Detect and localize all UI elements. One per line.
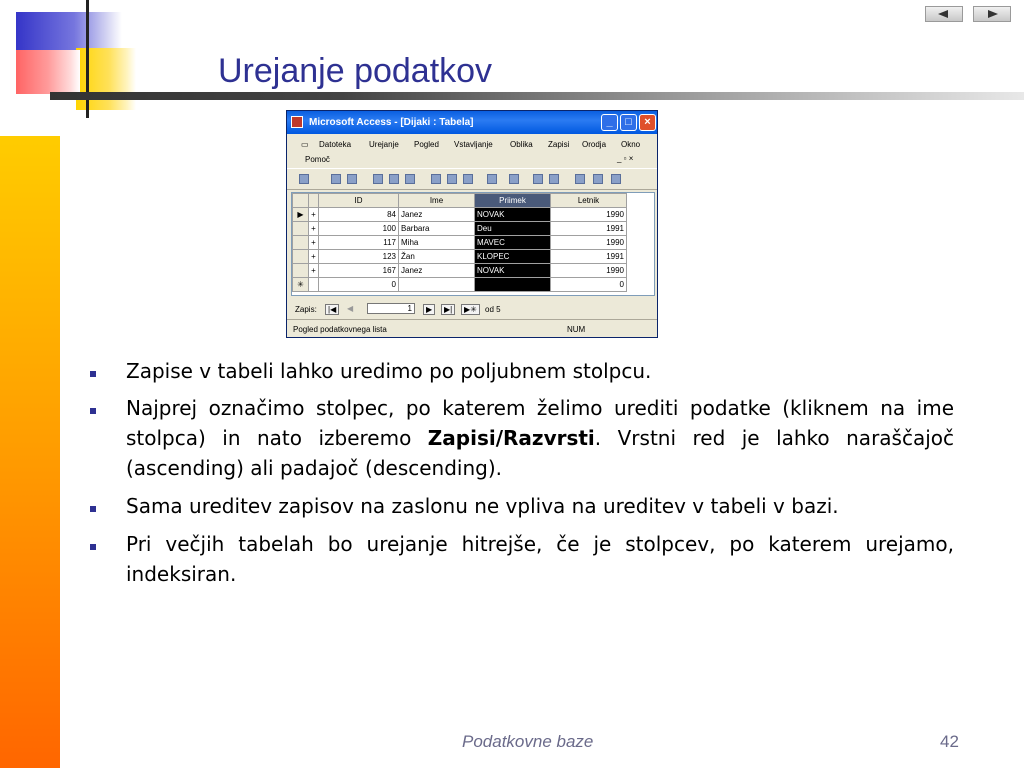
row-selector	[293, 264, 309, 278]
table-cell: 1991	[551, 250, 627, 264]
table-cell: 167	[319, 264, 399, 278]
table-cell: 1990	[551, 208, 627, 222]
expand-icon: +	[309, 208, 319, 222]
filter-by-selection-icon	[575, 174, 585, 184]
row-selector	[293, 222, 309, 236]
menu-item: Okno	[621, 140, 641, 149]
triangle-right-icon	[988, 10, 998, 18]
table-cell: 117	[319, 236, 399, 250]
menu-item: Datoteka	[319, 140, 352, 149]
table-cell	[399, 278, 475, 292]
column-header: Letnik	[551, 194, 627, 208]
column-header: ID	[319, 194, 399, 208]
table-cell: 84	[319, 208, 399, 222]
footer-course-title: Podatkovne baze	[462, 732, 594, 751]
table-cell: 1990	[551, 264, 627, 278]
bullet-text-2-start: Najprej označimo stolpec, po katerem želimo urediti podatke (kliknem na ime stolpca) in nato izberemo	[126, 396, 954, 450]
table-row	[293, 264, 627, 278]
title-underline	[50, 92, 1024, 100]
previous-slide-button[interactable]	[925, 6, 963, 22]
last-record-icon: ▶|	[441, 304, 455, 315]
logo-yellow-square	[76, 48, 136, 110]
menu-item: Oblika	[510, 140, 533, 149]
print-preview-icon	[389, 174, 399, 184]
logo-vertical-line	[86, 0, 89, 118]
menu-item: Orodja	[582, 140, 607, 149]
spelling-icon	[405, 174, 415, 184]
bullet-marker	[90, 544, 96, 550]
filter-by-form-icon	[593, 174, 603, 184]
table-cell: 0	[551, 278, 627, 292]
table-row	[293, 208, 627, 222]
expand-icon: +	[309, 264, 319, 278]
filter-icon	[347, 174, 357, 184]
record-number-field: 1	[367, 303, 415, 314]
left-gradient-bar	[0, 136, 60, 768]
slide-title: Urejanje podatkov	[218, 52, 493, 90]
copy-icon	[447, 174, 457, 184]
apply-filter-icon	[611, 174, 621, 184]
table-cell: 0	[319, 278, 399, 292]
previous-record-icon: ◀	[347, 304, 354, 313]
row-selector-header	[293, 194, 309, 208]
table-row	[293, 250, 627, 264]
datasheet-table	[292, 193, 627, 292]
datasheet-grid	[291, 192, 655, 296]
bullet-text-2-end: . Vrstni red je lahko naraščajoč (ascending) ali padajoč (descending).	[126, 426, 955, 480]
bullet-text-4: Pri večjih tabelah bo urejanje hitrejše, če je stolpcev, po katerem urejamo, indeksiran.	[126, 532, 954, 586]
bullet-marker	[90, 371, 96, 377]
maximize-icon: □	[620, 114, 637, 131]
expand-icon: +	[309, 222, 319, 236]
table-cell: Janez	[399, 264, 475, 278]
record-label: Zapis:	[295, 305, 317, 314]
triangle-left-icon	[938, 10, 948, 18]
table-cell: MAVEC	[475, 236, 551, 250]
minimize-icon: _	[601, 114, 618, 131]
window-menubar	[287, 134, 657, 168]
table-cell: Žan	[399, 250, 475, 264]
bullet-text-3: Sama ureditev zapisov na zaslonu ne vpliva na ureditev v tabeli v bazi.	[126, 494, 839, 518]
table-icon: ▭	[301, 140, 309, 149]
page-number: 42	[940, 732, 959, 751]
table-cell: 100	[319, 222, 399, 236]
sort-descending-icon	[549, 174, 559, 184]
restore-icon: _ ▫ ×	[617, 154, 634, 163]
status-text: Pogled podatkovnega lista	[293, 325, 387, 334]
record-navigator	[291, 301, 655, 317]
expand-icon: +	[309, 236, 319, 250]
access-screenshot	[286, 110, 658, 338]
bullet-text-2	[126, 393, 954, 483]
table-cell: Barbara	[399, 222, 475, 236]
new-record-row	[293, 278, 627, 292]
next-slide-button[interactable]	[973, 6, 1011, 22]
table-cell: NOVAK	[475, 264, 551, 278]
design-view-icon	[299, 174, 309, 184]
first-record-icon: |◀	[325, 304, 339, 315]
hyperlink-icon	[509, 174, 519, 184]
table-cell: 123	[319, 250, 399, 264]
column-header: Ime	[399, 194, 475, 208]
window-titlebar	[287, 111, 657, 134]
table-cell: 1990	[551, 236, 627, 250]
menu-item: Zapisi	[548, 140, 570, 149]
save-icon	[331, 174, 341, 184]
cut-icon	[431, 174, 441, 184]
menu-item: Pomoč	[305, 155, 330, 164]
close-icon: ×	[639, 114, 656, 131]
table-row	[293, 222, 627, 236]
current-row-icon: ▶	[293, 208, 309, 222]
table-cell: KLOPEC	[475, 250, 551, 264]
expand-column-header	[309, 194, 319, 208]
table-cell	[475, 278, 551, 292]
menu-path-emphasis: Zapisi/Razvrsti	[427, 426, 595, 450]
table-cell	[309, 278, 319, 292]
logo-red-square	[16, 50, 80, 94]
bullet-marker	[90, 506, 96, 512]
sort-ascending-icon	[533, 174, 543, 184]
table-row	[293, 236, 627, 250]
column-header: Priimek	[475, 194, 551, 208]
table-cell: Miha	[399, 236, 475, 250]
window-title: Microsoft Access - [Dijaki : Tabela]	[309, 117, 474, 128]
table-cell: Janez	[399, 208, 475, 222]
menu-item: Pogled	[414, 140, 439, 149]
next-record-icon: ▶	[423, 304, 435, 315]
record-count: od 5	[485, 305, 501, 314]
table-cell: NOVAK	[475, 208, 551, 222]
print-icon	[373, 174, 383, 184]
menu-item: Vstavljanje	[454, 140, 493, 149]
table-cell: Deu	[475, 222, 551, 236]
new-record-icon: ✳	[293, 278, 309, 292]
window-toolbar	[287, 168, 657, 190]
paste-icon	[463, 174, 473, 184]
bullet-marker	[90, 408, 96, 414]
access-app-icon	[291, 116, 303, 128]
row-selector	[293, 250, 309, 264]
table-cell: 1991	[551, 222, 627, 236]
expand-icon: +	[309, 250, 319, 264]
row-selector	[293, 236, 309, 250]
undo-icon	[487, 174, 497, 184]
new-record-button-icon: ▶✳	[461, 304, 480, 315]
window-statusbar	[287, 319, 657, 338]
menu-item: Urejanje	[369, 140, 399, 149]
bullet-text-1: Zapise v tabeli lahko uredimo po poljubnem stolpcu.	[126, 359, 652, 383]
num-lock-indicator: NUM	[567, 325, 586, 334]
header-row	[293, 194, 627, 208]
